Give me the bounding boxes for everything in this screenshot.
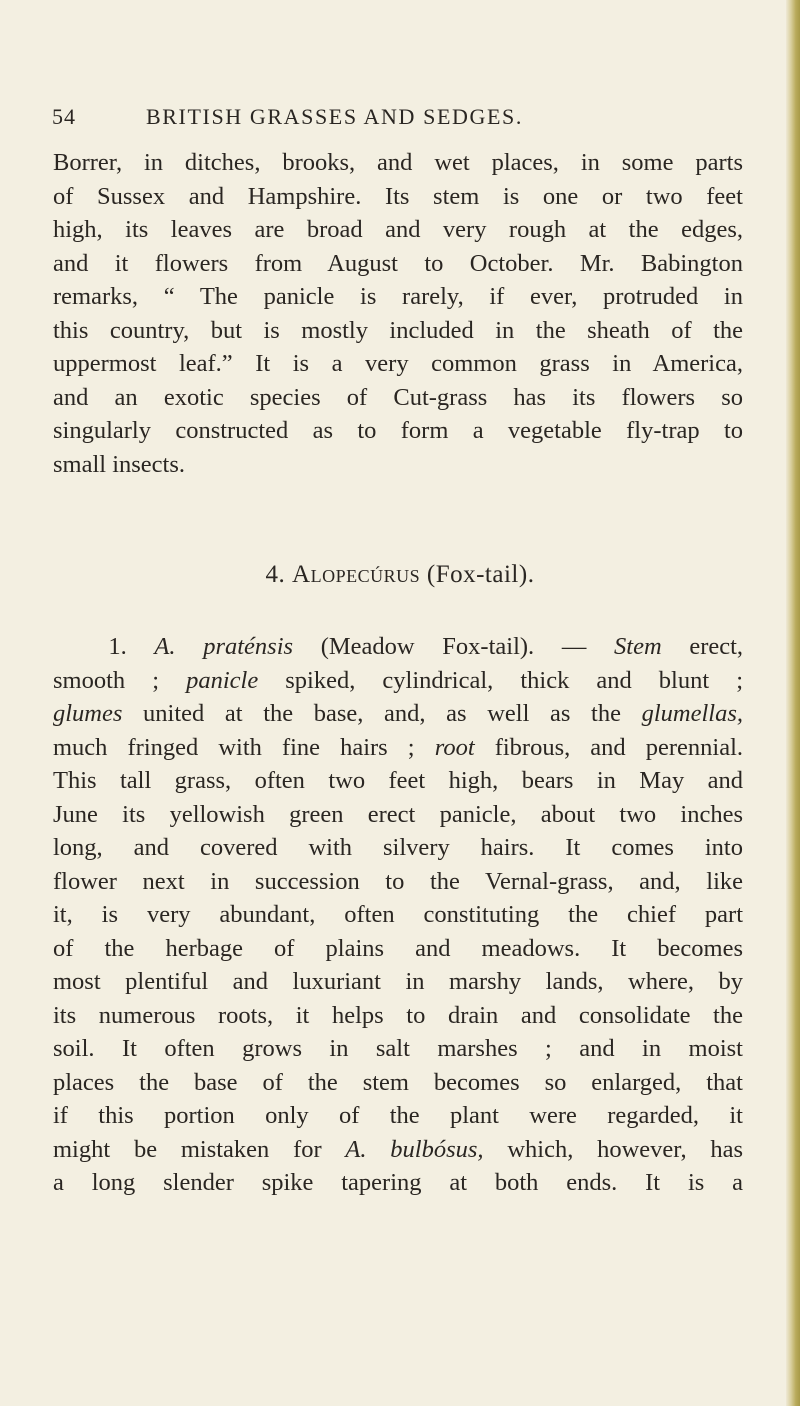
running-title: BRITISH GRASSES AND SEDGES. [146, 104, 523, 129]
text-line [53, 1133, 743, 1167]
text-line: high, its leaves are broad and very rough at the edges, [53, 216, 743, 243]
text-line [53, 731, 743, 765]
term-stem: Stem [614, 633, 662, 660]
common-name: (Meadow Fox-tail). — [320, 633, 587, 660]
term-glumes: glumes [53, 700, 123, 727]
text-line: it, is very abundant, often constituting the chief part [53, 901, 743, 928]
page-number: 54 [52, 104, 76, 129]
text-line: places the base of the stem becomes so enlarged, that [53, 1068, 743, 1096]
section-number: 4. [265, 561, 286, 588]
text-fragment: smooth ; [53, 666, 160, 694]
species-entry-line [53, 630, 743, 664]
text-line: soil. It often grows in salt marshes ; and in moist [53, 1035, 743, 1062]
paragraph-continuation [53, 146, 743, 481]
page-header [52, 104, 742, 138]
text-line: this country, but is mostly included in the sheath of the [53, 316, 743, 344]
text-line: This tall grass, often two feet high, bears in May and [53, 767, 743, 794]
text-line: and it flowers from August to October. Mr. Babington [53, 249, 743, 277]
text-line: and an exotic species of Cut-grass has its flowers so [53, 383, 743, 411]
text-fragment: erect, [689, 633, 744, 660]
term-glumellas: glumellas, [641, 700, 744, 727]
species-description [53, 630, 743, 1200]
term-root: root [434, 733, 475, 761]
text-line: of Sussex and Hampshire. Its stem is one or two feet [53, 182, 743, 210]
text-line: Borrer, in ditches, brooks, and wet places, in some parts [53, 149, 743, 176]
section-heading [0, 561, 800, 589]
text-line: its numerous roots, it helps to drain and consolidate the [53, 1001, 743, 1029]
text-fragment: much fringed with fine hairs ; [53, 733, 415, 761]
text-fragment: united at the base, and, as well as the [143, 700, 621, 727]
text-fragment: which, however, has [507, 1135, 744, 1163]
page-edge [786, 0, 800, 1406]
species-name: praténsis [203, 633, 294, 660]
text-line: long, and covered with silvery hairs. It comes into [53, 834, 743, 861]
text-fragment: might be mistaken for [53, 1135, 322, 1163]
species-number: 1. [108, 633, 127, 660]
term-panicle: panicle [186, 666, 259, 694]
text-fragment: fibrous, and perennial. [494, 733, 744, 761]
text-line: most plentiful and luxuriant in marshy lands, where, by [53, 968, 743, 995]
species-reference: A. bulbósus, [345, 1135, 484, 1163]
text-line: flower next in succession to the Vernal-grass, and, like [53, 867, 743, 895]
text-line: of the herbage of plains and meadows. It becomes [53, 934, 743, 962]
text-line: a long slender spike tapering at both ends. It is a [53, 1169, 743, 1196]
text-line: small insects. [53, 450, 186, 478]
section-genus: Alopecúrus [292, 561, 421, 588]
text-line: singularly constructed as to form a vegetable fly-trap to [53, 417, 743, 444]
text-line: uppermost leaf.” It is a very common grass in America, [53, 350, 743, 377]
text-fragment: spiked, cylindrical, thick and blunt ; [285, 666, 744, 694]
text-line [53, 697, 743, 731]
genus-abbrev: A. [154, 633, 176, 660]
text-line [53, 664, 743, 698]
text-line: remarks, “ The panicle is rarely, if ever, protruded in [53, 283, 743, 310]
text-line: June its yellowish green erect panicle, about two inches [53, 800, 743, 828]
text-line: if this portion only of the plant were regarded, it [53, 1102, 743, 1129]
section-common-name: (Fox-tail). [426, 561, 535, 588]
